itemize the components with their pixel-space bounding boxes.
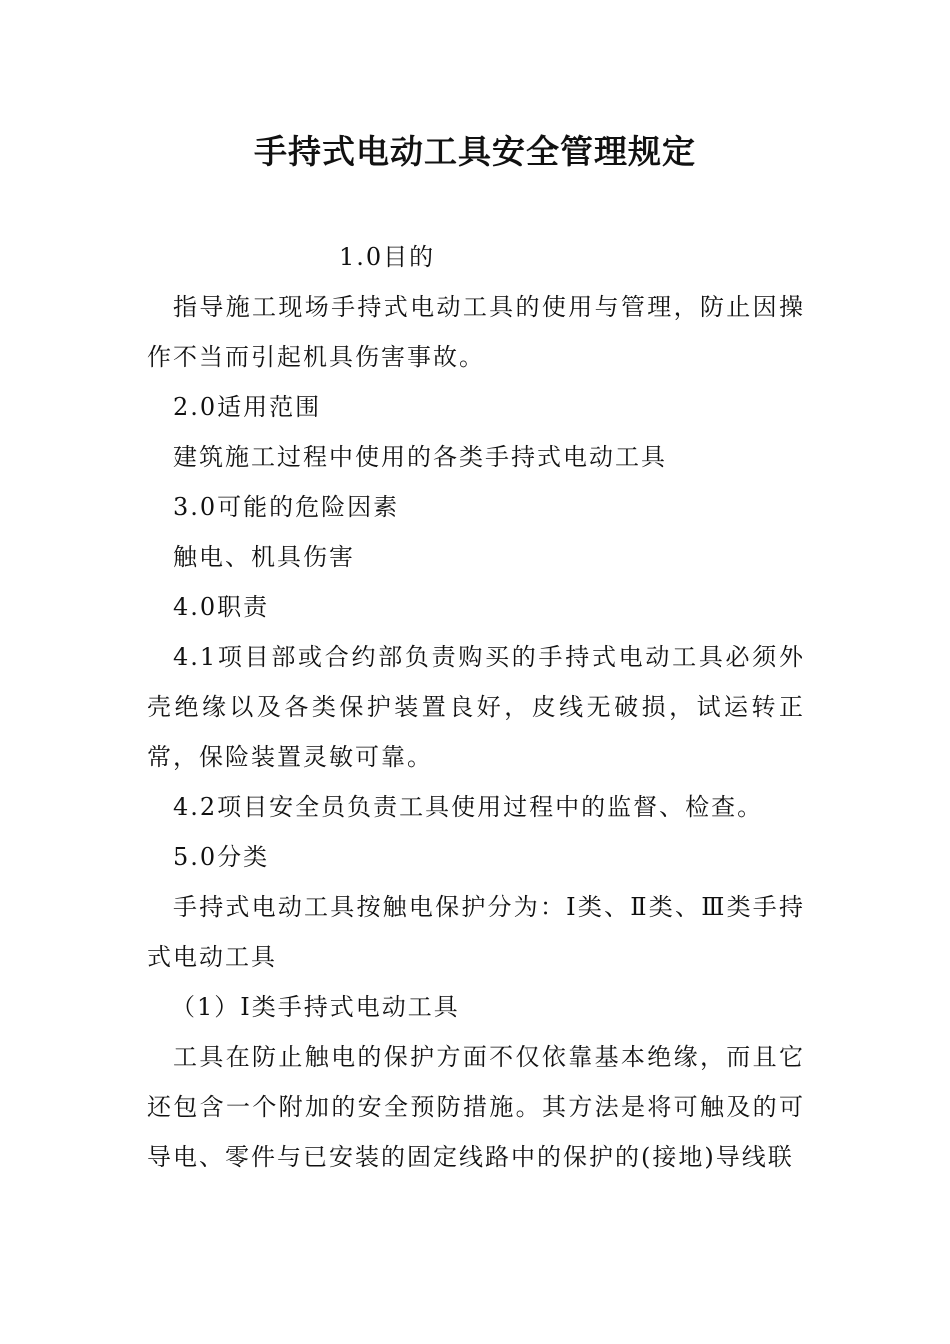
paragraph-purpose: 指导施工现场手持式电动工具的使用与管理，防止因操作不当而引起机具伤害事故。 <box>147 293 805 371</box>
section-heading-responsibilities: 4.0职责 <box>173 593 270 621</box>
document-body <box>147 232 805 1182</box>
paragraph-hazards: 触电、机具伤害 <box>173 543 355 571</box>
section-heading-scope: 2.0适用范围 <box>173 393 322 421</box>
paragraph-responsibility-4-1: 4.1项目部或合约部负责购买的手持式电动工具必须外壳绝缘以及各类保护装置良好，皮线无破损，试运转正常，保险装置灵敏可靠。 <box>147 643 805 771</box>
sub-heading-class-1: （1）Ⅰ类手持式电动工具 <box>171 993 460 1021</box>
paragraph-class-1: 工具在防止触电的保护方面不仅依靠基本绝缘，而且它还包含一个附加的安全预防措施。其方法是将可触及的可导电、零件与已安装的固定线路中的保护的(接地)导线联 <box>147 1043 805 1171</box>
document-title: 手持式电动工具安全管理规定 <box>254 132 696 171</box>
paragraph-responsibility-4-2: 4.2项目安全员负责工具使用过程中的监督、检查。 <box>173 793 764 821</box>
paragraph-classification: 手持式电动工具按触电保护分为：Ⅰ类、Ⅱ类、Ⅲ类手持式电动工具 <box>147 893 805 971</box>
section-heading-hazards: 3.0可能的危险因素 <box>173 493 400 521</box>
section-heading-purpose: 1.0目的 <box>339 243 436 271</box>
section-heading-classification: 5.0分类 <box>173 843 270 871</box>
paragraph-scope: 建筑施工过程中使用的各类手持式电动工具 <box>173 443 667 471</box>
